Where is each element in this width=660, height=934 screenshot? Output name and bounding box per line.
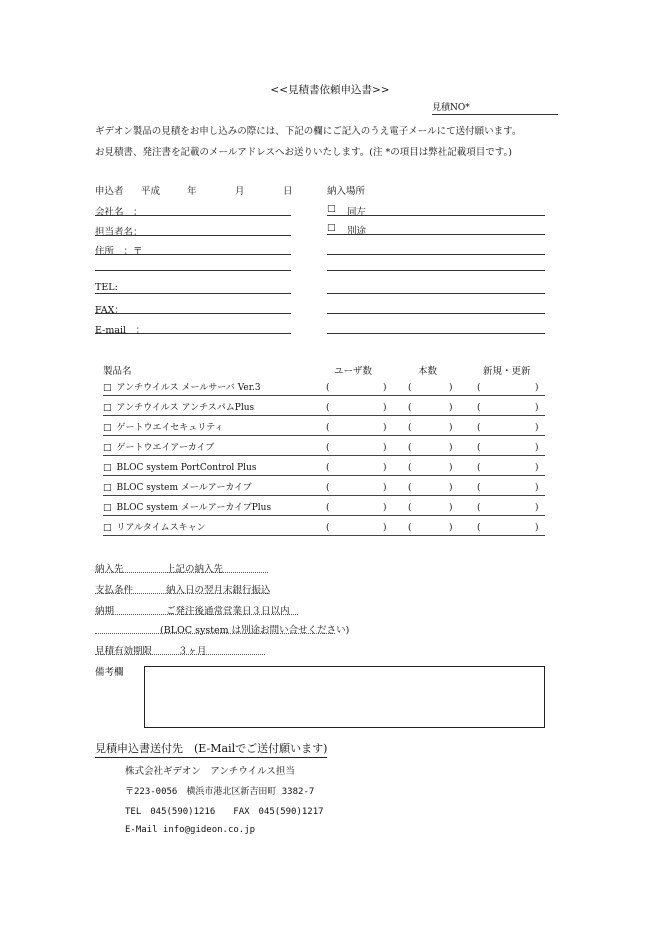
delivery-location-label: 納入場所	[327, 186, 366, 197]
license-count-header: 本数	[418, 366, 438, 377]
date-month: 月	[235, 186, 245, 197]
product-count-open: (	[408, 383, 412, 393]
product-row	[103, 480, 545, 496]
product-count-close: )	[449, 423, 453, 433]
product-checkbox-label[interactable]	[103, 480, 252, 493]
applicant-label: 申込者	[95, 186, 124, 197]
product-users-open: (	[326, 383, 330, 393]
product-new-open: (	[477, 443, 481, 453]
product-row	[103, 380, 545, 396]
product-checkbox-label[interactable]	[103, 500, 271, 513]
product-row	[103, 460, 545, 476]
product-name: リアルタイムスキャン	[116, 523, 206, 533]
company-field[interactable]	[95, 215, 291, 216]
product-count-close: )	[449, 523, 453, 533]
product-new-close: )	[535, 463, 539, 473]
product-users-close: )	[383, 443, 387, 453]
send-to-address: 〒223-0056 横浜市港北区新吉田町 3382-7	[125, 787, 315, 797]
product-new-open: (	[477, 403, 481, 413]
delivery-to-label: 納入先	[95, 564, 124, 575]
intro-line-2: お見積書、発注書を記載のメールアドレスへお送りいたします。(注 *の項目は弊社記載項目です。)	[95, 147, 512, 158]
product-new-close: )	[535, 523, 539, 533]
product-new-close: )	[535, 423, 539, 433]
product-users-close: )	[383, 523, 387, 533]
product-checkbox-label[interactable]	[103, 463, 256, 473]
product-checkbox-label[interactable]	[103, 400, 254, 413]
delivery-field-4[interactable]	[327, 270, 545, 271]
lead-time-note: (BLOC system は別途お問い合せください)	[160, 625, 350, 636]
product-count-open: (	[408, 443, 412, 453]
product-name: BLOC system PortControl Plus	[116, 463, 257, 473]
company-label: 会社名 ：	[95, 207, 143, 218]
product-count-close: )	[449, 383, 453, 393]
product-count-open: (	[408, 503, 412, 513]
tel-field[interactable]	[95, 293, 291, 294]
product-name: アンチウイルス メールサーバ Ver.3	[116, 383, 261, 393]
product-users-close: )	[383, 483, 387, 493]
product-checkbox[interactable]: □	[103, 523, 112, 533]
date-day: 日	[283, 186, 293, 197]
send-to-email: E-Mail info@gideon.co.jp	[125, 825, 256, 835]
address-label: 住所 ：〒	[95, 246, 143, 257]
product-new-open: (	[477, 463, 481, 473]
product-name: アンチウイルス アンチスパムPlus	[116, 403, 255, 413]
email-field[interactable]	[95, 333, 291, 334]
product-checkbox[interactable]: □	[103, 383, 112, 393]
product-checkbox-label[interactable]	[103, 520, 206, 533]
product-checkbox-label[interactable]	[103, 420, 223, 433]
product-row	[103, 400, 545, 416]
product-name: ゲートウエイセキュリティ	[116, 423, 224, 433]
payment-label: 支払条件	[95, 585, 134, 596]
delivery-same-label: 同左	[347, 207, 367, 218]
product-users-close: )	[383, 383, 387, 393]
validity-label: 見積有効期限	[95, 646, 153, 657]
product-users-close: )	[383, 463, 387, 473]
product-new-close: )	[535, 483, 539, 493]
product-users-open: (	[326, 523, 330, 533]
product-checkbox-label[interactable]	[103, 440, 214, 453]
product-checkbox[interactable]: □	[103, 403, 112, 413]
remarks-box[interactable]	[144, 666, 545, 728]
product-users-close: )	[383, 423, 387, 433]
product-name: BLOC system メールアーカイブPlus	[116, 503, 272, 513]
product-checkbox[interactable]: □	[103, 443, 112, 453]
payment-value: 納入日の翌月末銀行振込	[166, 585, 271, 596]
product-new-open: (	[477, 423, 481, 433]
delivery-same-field[interactable]	[327, 215, 545, 216]
delivery-field-6[interactable]	[327, 313, 545, 314]
product-row	[103, 520, 545, 536]
delivery-other-field[interactable]	[327, 234, 545, 235]
product-count-open: (	[408, 423, 412, 433]
product-users-open: (	[326, 483, 330, 493]
product-users-open: (	[326, 423, 330, 433]
product-count-close: )	[449, 483, 453, 493]
delivery-other-checkbox[interactable]: □	[327, 223, 336, 233]
product-new-close: )	[535, 383, 539, 393]
delivery-field-7[interactable]	[327, 333, 545, 334]
product-new-close: )	[535, 403, 539, 413]
product-count-open: (	[408, 483, 412, 493]
remarks-label: 備考欄	[95, 667, 124, 678]
product-count-open: (	[408, 463, 412, 473]
person-label: 担当者名：	[95, 227, 143, 238]
validity-value: ３ヶ月	[178, 646, 207, 657]
person-field[interactable]	[95, 235, 291, 236]
product-name-header: 製品名	[103, 366, 132, 377]
product-new-open: (	[477, 483, 481, 493]
product-users-open: (	[326, 403, 330, 413]
product-count-close: )	[449, 443, 453, 453]
product-count-close: )	[449, 403, 453, 413]
address-field-1[interactable]	[95, 254, 291, 255]
lead-time-value: ご発注後通常営業日３日以内	[166, 606, 290, 617]
product-users-open: (	[326, 503, 330, 513]
delivery-field-5[interactable]	[327, 293, 545, 294]
date-era: 平成	[141, 186, 161, 197]
date-year: 年	[187, 186, 197, 197]
delivery-to-value: 上記の納入先	[166, 564, 224, 575]
intro-line-1: ギデオン製品の見積をお申し込みの際には、下記の欄にご記入のうえ電子メールにて送付願います。	[95, 126, 522, 137]
product-row	[103, 440, 545, 456]
product-checkbox[interactable]: □	[103, 503, 112, 513]
user-count-header: ユーザ数	[334, 366, 373, 377]
product-checkbox[interactable]: □	[103, 463, 112, 473]
delivery-field-3[interactable]	[327, 254, 545, 255]
product-row	[103, 500, 545, 516]
delivery-same-checkbox[interactable]: □	[327, 204, 336, 214]
estimate-number-field[interactable]: 見積NO*	[432, 100, 558, 115]
product-new-open: (	[477, 503, 481, 513]
send-to-title: 見積申込書送付先 (E-Mailでご送付願います)	[95, 740, 327, 758]
product-checkbox[interactable]: □	[103, 423, 112, 433]
delivery-other-label: 別途	[347, 226, 367, 237]
new-renewal-header: 新規・更新	[483, 366, 531, 377]
send-to-phone: TEL 045(590)1216 FAX 045(590)1217	[125, 807, 324, 817]
send-to-company: 株式会社ギデオン アンチウイルス担当	[125, 766, 295, 777]
tel-label: TEL:	[95, 282, 118, 293]
product-checkbox-label[interactable]	[103, 380, 261, 393]
lead-time-label: 納期	[95, 606, 115, 617]
address-field-2[interactable]	[95, 270, 291, 271]
product-users-open: (	[326, 463, 330, 473]
product-new-close: )	[535, 443, 539, 453]
product-users-close: )	[383, 503, 387, 513]
page-title: <<見積書依頼申込書>>	[270, 84, 390, 96]
product-new-open: (	[477, 523, 481, 533]
product-users-close: )	[383, 403, 387, 413]
product-count-open: (	[408, 403, 412, 413]
product-name: BLOC system メールアーカイブ	[116, 483, 252, 493]
product-new-open: (	[477, 383, 481, 393]
product-name: ゲートウエイアーカイブ	[116, 443, 215, 453]
fax-label: FAX：	[95, 305, 124, 316]
product-users-open: (	[326, 443, 330, 453]
product-new-close: )	[535, 503, 539, 513]
product-count-open: (	[408, 523, 412, 533]
product-count-close: )	[449, 463, 453, 473]
email-label: E-mail ：	[95, 325, 146, 336]
fax-field[interactable]	[95, 313, 291, 314]
product-row	[103, 420, 545, 436]
product-count-close: )	[449, 503, 453, 513]
product-checkbox[interactable]: □	[103, 483, 112, 493]
